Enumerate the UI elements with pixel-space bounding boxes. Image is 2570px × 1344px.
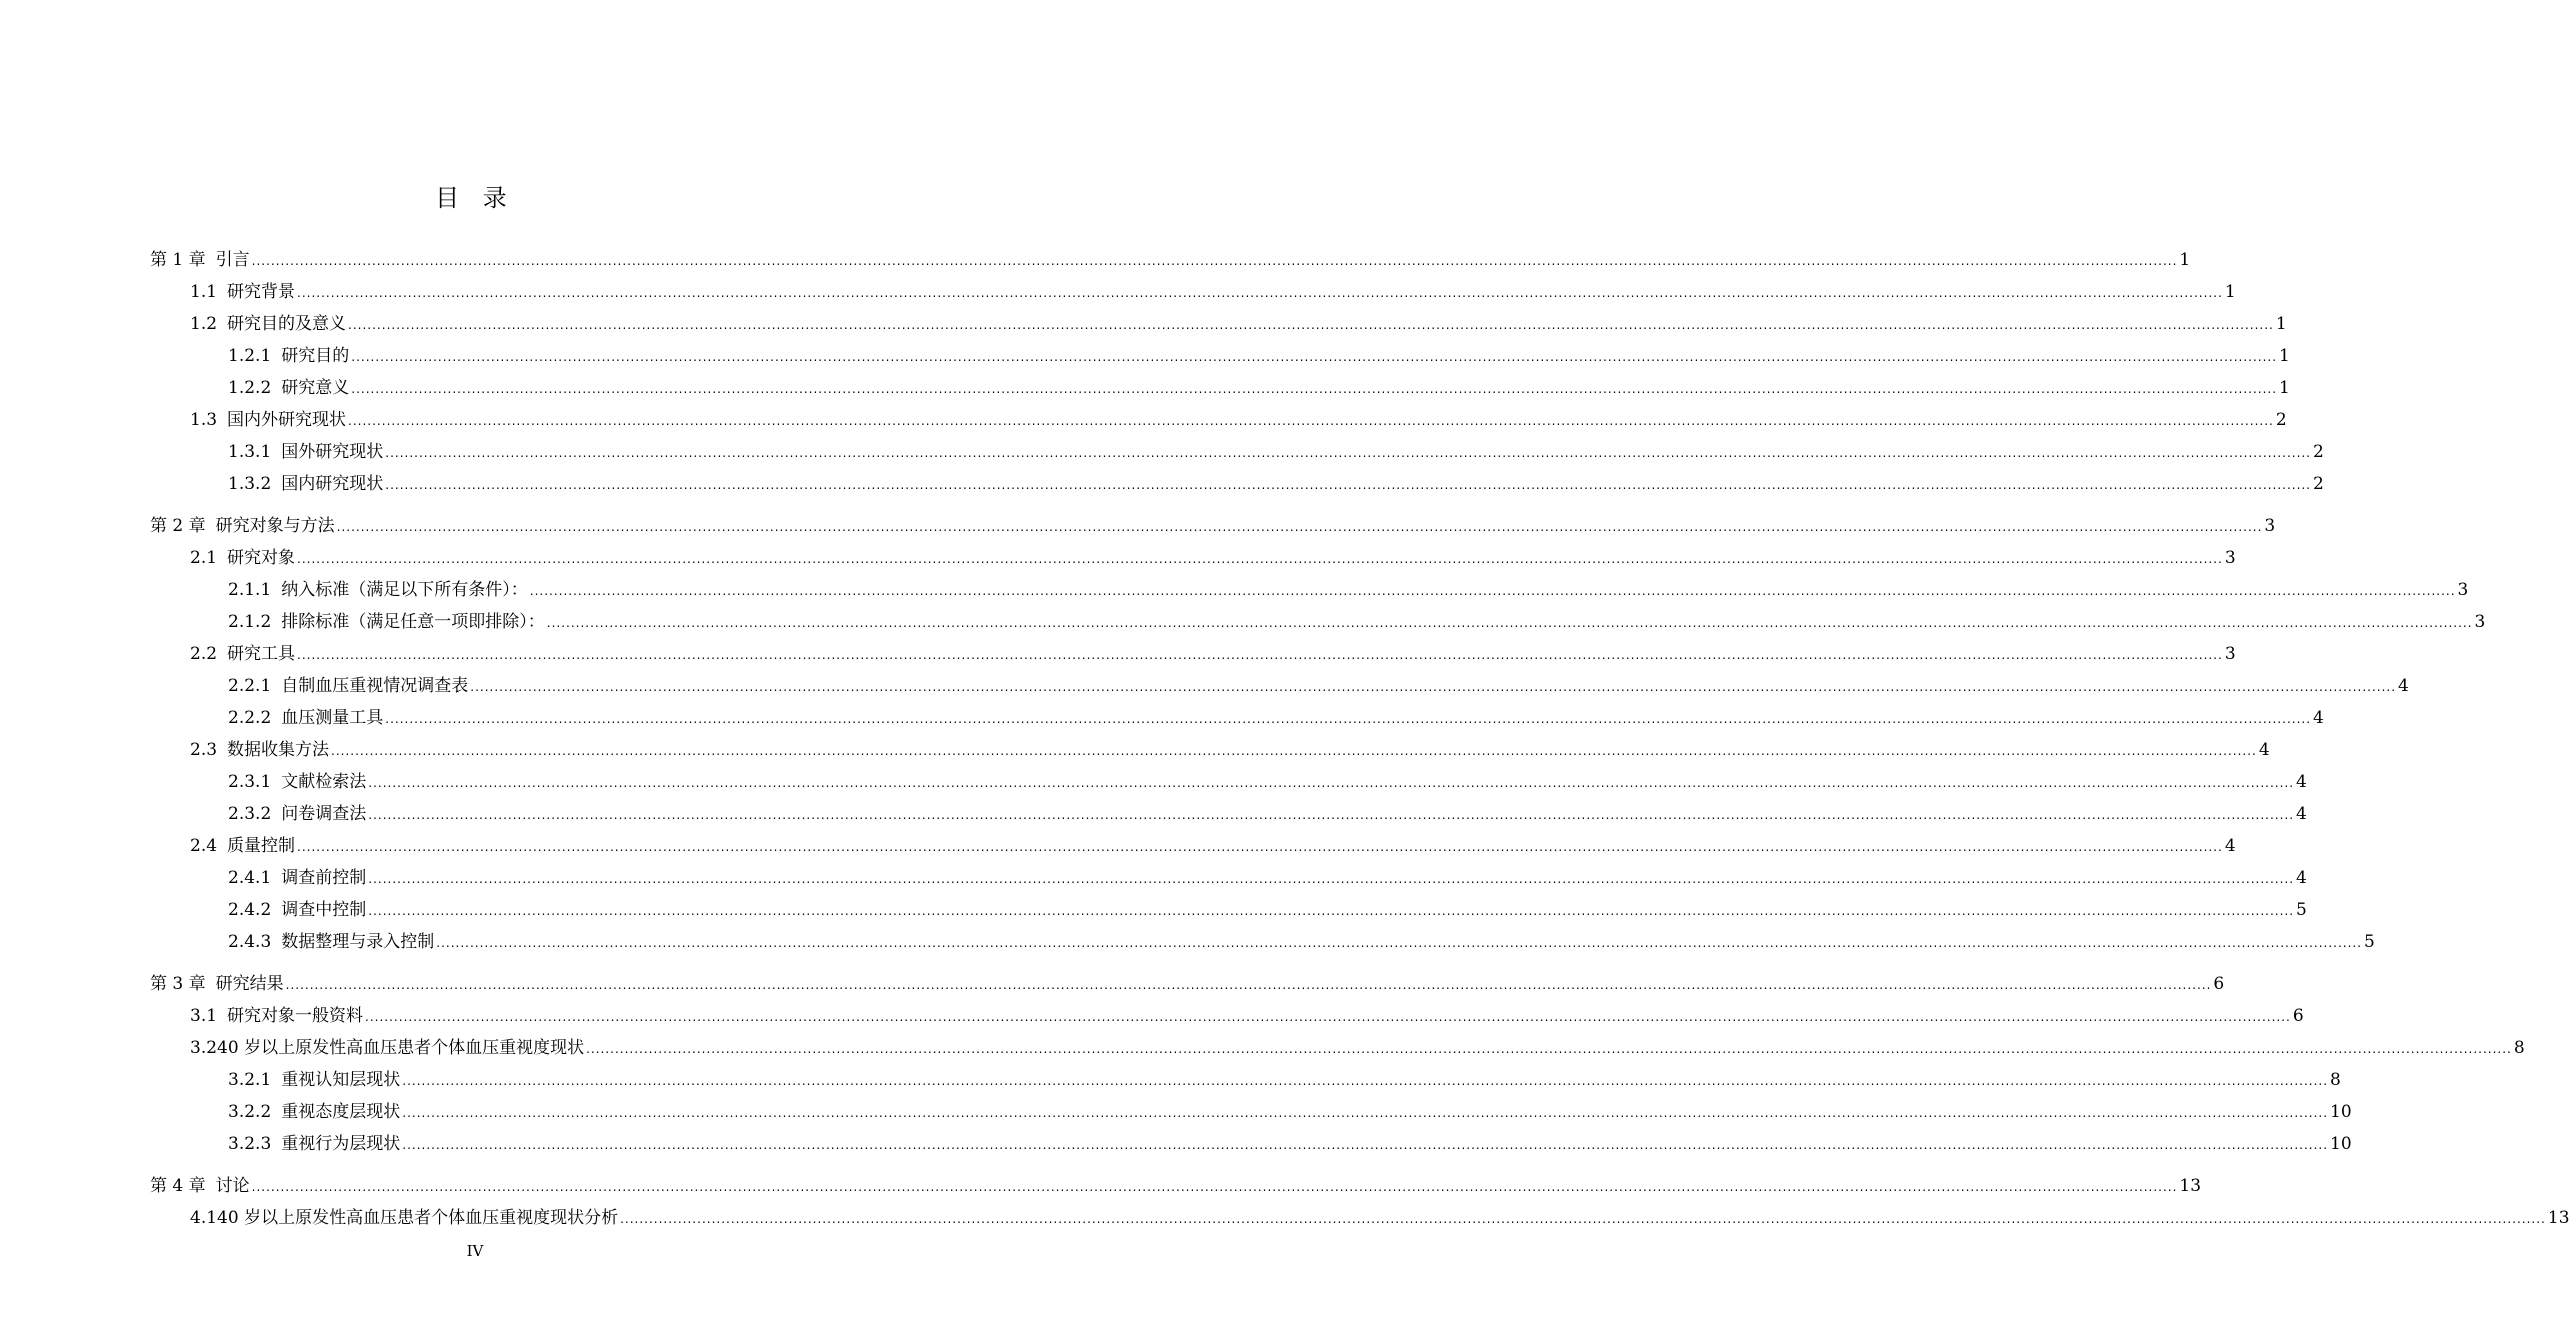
toc-entry-number: 3.2.2 — [228, 1102, 272, 1122]
toc-entry-page-number: 13 — [2547, 1208, 2570, 1228]
toc-entry-number: 3.2 — [190, 1038, 218, 1058]
toc-entry-title: 引言 — [215, 250, 250, 270]
toc-entry-page-number: 8 — [2513, 1038, 2525, 1058]
toc-entry-number: 2.4.1 — [228, 868, 272, 888]
toc-entry-number: 2.2.1 — [228, 676, 272, 696]
toc-entry-number: 2.4.3 — [228, 932, 272, 952]
toc-dot-leader: ................................................................................................................................................................................................................................................................................................................................................................................................................ — [336, 520, 2263, 534]
toc-entry-page-number: 1 — [2279, 346, 2290, 366]
toc-entry-page-number: 6 — [2292, 1006, 2304, 1026]
toc-dot-leader: ................................................................................................................................................................................................................................................................................................................................................................................................................ — [351, 350, 2278, 364]
toc-entry[interactable] — [150, 638, 2236, 670]
toc-entry-number: 2.4 — [190, 836, 218, 856]
toc-entry-number: 2.2.2 — [228, 708, 272, 728]
toc-entry-number: 1.3.1 — [228, 442, 272, 462]
toc-entry[interactable] — [150, 372, 2290, 404]
toc-entry-page-number: 3 — [2264, 516, 2276, 536]
toc-dot-leader: ................................................................................................................................................................................................................................................................................................................................................................................................................ — [348, 414, 2274, 428]
toc-dot-leader: ................................................................................................................................................................................................................................................................................................................................................................................................................ — [348, 318, 2274, 332]
toc-dot-leader: ................................................................................................................................................................................................................................................................................................................................................................................................................ — [297, 286, 2223, 300]
toc-entry-title: 重视态度层现状 — [281, 1102, 401, 1122]
toc-entry-title: 研究背景 — [227, 282, 296, 302]
toc-dot-leader: ................................................................................................................................................................................................................................................................................................................................................................................................................ — [297, 648, 2223, 662]
toc-entry-number: 3.1 — [190, 1006, 218, 1026]
toc-entry[interactable] — [150, 926, 2375, 958]
toc-entry-page-number: 2 — [2313, 442, 2324, 462]
toc-entry[interactable] — [150, 574, 2469, 606]
toc-entry-title: 研究对象一般资料 — [227, 1006, 364, 1026]
toc-entry-title: 数据整理与录入控制 — [281, 932, 435, 952]
toc-entry-title: 研究意义 — [281, 378, 350, 398]
toc-entry-title: 调查前控制 — [281, 868, 367, 888]
toc-entry-title: 自制血压重视情况调查表 — [281, 676, 469, 696]
toc-entry-number: 3.2.1 — [228, 1070, 272, 1090]
toc-entry-page-number: 5 — [2364, 932, 2375, 952]
toc-entry[interactable] — [150, 404, 2287, 436]
toc-entry[interactable] — [150, 1000, 2304, 1032]
toc-entry-page-number: 2 — [2275, 410, 2287, 430]
toc-entry-number: 2.1.1 — [228, 580, 272, 600]
toc-entry-title: 纳入标准（满足以下所有条件）： — [281, 580, 528, 600]
page-footer-number: IV — [466, 1242, 484, 1260]
toc-entry-number: 第 3 章 — [150, 974, 206, 994]
toc-entry-number: 1.2.2 — [228, 378, 272, 398]
toc-dot-leader: ................................................................................................................................................................................................................................................................................................................................................................................................................ — [365, 1010, 2291, 1024]
toc-entry[interactable] — [150, 766, 2307, 798]
toc-entry[interactable] — [150, 1202, 2570, 1234]
toc-entry-title: 国内研究现状 — [281, 474, 384, 494]
toc-entry[interactable] — [150, 1128, 2352, 1160]
toc-entry-title: 重视认知层现状 — [281, 1070, 401, 1090]
toc-entry-page-number: 3 — [2224, 644, 2236, 664]
toc-entry-page-number: 3 — [2224, 548, 2236, 568]
toc-dot-leader: ................................................................................................................................................................................................................................................................................................................................................................................................................ — [251, 1180, 2178, 1194]
toc-entry-title: 调查中控制 — [281, 900, 367, 920]
toc-entry[interactable] — [150, 862, 2307, 894]
toc-dot-leader: ................................................................................................................................................................................................................................................................................................................................................................................................................ — [470, 680, 2397, 694]
toc-entry-page-number: 4 — [2313, 708, 2324, 728]
toc-entry[interactable] — [150, 308, 2287, 340]
toc-entry-title: 文献检索法 — [281, 772, 367, 792]
toc-entry-title: 研究目的及意义 — [227, 314, 347, 334]
toc-entry-page-number: 4 — [2296, 772, 2307, 792]
page-title: 目 录 — [435, 184, 515, 212]
toc-dot-leader: ................................................................................................................................................................................................................................................................................................................................................................................................................ — [436, 936, 2363, 950]
toc-entry-page-number: 1 — [2224, 282, 2236, 302]
toc-entry[interactable] — [150, 1170, 2202, 1202]
toc-entry-number: 1.2.1 — [228, 346, 272, 366]
toc-entry[interactable] — [150, 340, 2290, 372]
toc-entry-page-number: 6 — [2213, 974, 2225, 994]
toc-entry-page-number: 2 — [2313, 474, 2324, 494]
toc-entry[interactable] — [150, 894, 2307, 926]
toc-entry-page-number: 4 — [2296, 868, 2307, 888]
toc-entry-page-number: 4 — [2296, 804, 2307, 824]
toc-entry-number: 1.2 — [190, 314, 218, 334]
toc-entry-title: 研究结果 — [215, 974, 284, 994]
toc-entry-page-number: 8 — [2330, 1070, 2341, 1090]
toc-dot-leader: ................................................................................................................................................................................................................................................................................................................................................................................................................ — [297, 840, 2223, 854]
toc-entry[interactable] — [150, 702, 2324, 734]
toc-entry[interactable] — [150, 798, 2307, 830]
toc-entry-number: 4.1 — [190, 1208, 218, 1228]
toc-entry[interactable] — [150, 968, 2225, 1000]
toc-entry-number: 2.1.2 — [228, 612, 272, 632]
toc-entry-number: 第 4 章 — [150, 1176, 206, 1196]
toc-entry[interactable] — [150, 830, 2236, 862]
toc-entry[interactable] — [150, 436, 2324, 468]
toc-dot-leader: ................................................................................................................................................................................................................................................................................................................................................................................................................ — [368, 776, 2295, 790]
toc-entry[interactable] — [150, 1096, 2352, 1128]
toc-entry[interactable] — [150, 734, 2270, 766]
toc-entry[interactable] — [150, 468, 2324, 500]
toc-entry[interactable] — [150, 244, 2191, 276]
toc-entry-page-number: 1 — [2179, 250, 2191, 270]
toc-entry[interactable] — [150, 606, 2486, 638]
toc-entry-number: 第 1 章 — [150, 250, 206, 270]
toc-dot-leader: ................................................................................................................................................................................................................................................................................................................................................................................................................ — [331, 744, 2257, 758]
toc-entry-page-number: 4 — [2224, 836, 2236, 856]
toc-dot-leader: ................................................................................................................................................................................................................................................................................................................................................................................................................ — [297, 552, 2223, 566]
toc-entry-number: 2.2 — [190, 644, 218, 664]
toc-entry-title: 质量控制 — [227, 836, 296, 856]
toc-dot-leader: ................................................................................................................................................................................................................................................................................................................................................................................................................ — [285, 978, 2212, 992]
toc-entry-page-number: 1 — [2279, 378, 2290, 398]
toc-entry-page-number: 13 — [2179, 1176, 2202, 1196]
toc-entry-number: 2.1 — [190, 548, 218, 568]
toc-entry-title: 研究对象 — [227, 548, 296, 568]
toc-entry-title: 数据收集方法 — [227, 740, 330, 760]
toc-entry-title: 重视行为层现状 — [281, 1134, 401, 1154]
toc-dot-leader: ................................................................................................................................................................................................................................................................................................................................................................................................................ — [620, 1212, 2546, 1226]
toc-entry-title: 国外研究现状 — [281, 442, 384, 462]
toc-entry-number: 2.3.2 — [228, 804, 272, 824]
toc-dot-leader: ................................................................................................................................................................................................................................................................................................................................................................................................................ — [529, 584, 2456, 598]
toc-dot-leader: ................................................................................................................................................................................................................................................................................................................................................................................................................ — [402, 1138, 2329, 1152]
toc-dot-leader: ................................................................................................................................................................................................................................................................................................................................................................................................................ — [385, 712, 2312, 726]
toc-entry-number: 1.3 — [190, 410, 218, 430]
toc-entry[interactable] — [150, 1032, 2525, 1064]
toc-entry-number: 2.3.1 — [228, 772, 272, 792]
toc-entry-title: 40 岁以上原发性高血压患者个体血压重视度现状 — [217, 1038, 585, 1058]
toc-dot-leader: ................................................................................................................................................................................................................................................................................................................................................................................................................ — [546, 616, 2473, 630]
toc-entry-title: 研究对象与方法 — [215, 516, 335, 536]
toc-entry[interactable] — [150, 276, 2236, 308]
toc-dot-leader: ................................................................................................................................................................................................................................................................................................................................................................................................................ — [368, 872, 2295, 886]
table-of-contents — [150, 244, 2570, 1234]
toc-entry-title: 问卷调查法 — [281, 804, 367, 824]
toc-entry-page-number: 4 — [2398, 676, 2409, 696]
toc-entry-number: 2.4.2 — [228, 900, 272, 920]
toc-dot-leader: ................................................................................................................................................................................................................................................................................................................................................................................................................ — [251, 254, 2178, 268]
toc-entry-title: 40 岁以上原发性高血压患者个体血压重视度现状分析 — [217, 1208, 619, 1228]
toc-dot-leader: ................................................................................................................................................................................................................................................................................................................................................................................................................ — [368, 904, 2295, 918]
toc-dot-leader: ................................................................................................................................................................................................................................................................................................................................................................................................................ — [402, 1106, 2329, 1120]
toc-entry-number: 3.2.3 — [228, 1134, 272, 1154]
toc-entry-page-number: 1 — [2275, 314, 2287, 334]
toc-dot-leader: ................................................................................................................................................................................................................................................................................................................................................................................................................ — [586, 1042, 2512, 1056]
toc-dot-leader: ................................................................................................................................................................................................................................................................................................................................................................................................................ — [402, 1074, 2329, 1088]
toc-entry-page-number: 5 — [2296, 900, 2307, 920]
toc-entry-page-number: 3 — [2474, 612, 2486, 632]
toc-entry[interactable] — [150, 1064, 2341, 1096]
toc-entry-title: 研究目的 — [281, 346, 350, 366]
toc-dot-leader: ................................................................................................................................................................................................................................................................................................................................................................................................................ — [385, 478, 2312, 492]
toc-entry-title: 排除标准（满足任意一项即排除）： — [281, 612, 545, 632]
toc-dot-leader: ................................................................................................................................................................................................................................................................................................................................................................................................................ — [351, 382, 2278, 396]
toc-entry-number: 1.3.2 — [228, 474, 272, 494]
toc-entry[interactable] — [150, 542, 2236, 574]
toc-entry-title: 血压测量工具 — [281, 708, 384, 728]
toc-entry-title: 国内外研究现状 — [227, 410, 347, 430]
toc-entry-title: 研究工具 — [227, 644, 296, 664]
toc-dot-leader: ................................................................................................................................................................................................................................................................................................................................................................................................................ — [368, 808, 2295, 822]
toc-entry-page-number: 3 — [2457, 580, 2469, 600]
toc-entry-page-number: 4 — [2258, 740, 2270, 760]
toc-entry[interactable] — [150, 510, 2276, 542]
toc-entry-title: 讨论 — [215, 1176, 250, 1196]
toc-entry-number: 2.3 — [190, 740, 218, 760]
toc-dot-leader: ................................................................................................................................................................................................................................................................................................................................................................................................................ — [385, 446, 2312, 460]
toc-entry-page-number: 10 — [2330, 1134, 2352, 1154]
toc-entry-number: 1.1 — [190, 282, 218, 302]
toc-entry[interactable] — [150, 670, 2409, 702]
toc-entry-page-number: 10 — [2330, 1102, 2352, 1122]
toc-entry-number: 第 2 章 — [150, 516, 206, 536]
